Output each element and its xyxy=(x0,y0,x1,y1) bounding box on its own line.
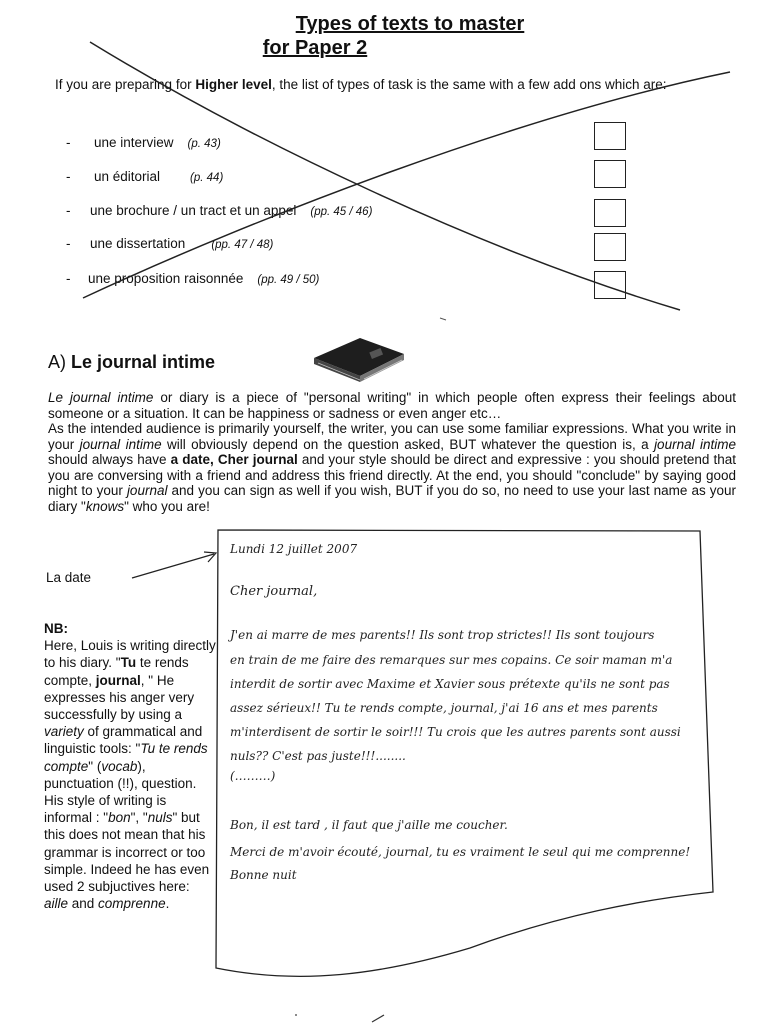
letter-line: en train de me faire des remarques sur mes copains. Ce soir maman m'a xyxy=(230,653,673,667)
intro-bold: Higher level xyxy=(195,77,272,92)
nb-text: of grammatical and linguistic tools: " xyxy=(44,724,203,757)
nb-text: and xyxy=(68,896,99,912)
letter-signoff: Bonne nuit xyxy=(230,868,297,882)
letter-line: nuls?? C'est pas juste!!!........ xyxy=(230,749,406,763)
page-title: Types of texts to master xyxy=(295,13,525,35)
task-page: (pp. 49 / 50) xyxy=(257,274,320,286)
task-bullet: - xyxy=(66,169,71,184)
nb-text: Here, Louis is writing directly to his diary. " xyxy=(44,638,216,671)
nb-text: te rends compte, xyxy=(44,655,189,688)
nb-bold: journal xyxy=(95,672,141,688)
body-bold: Cher journal xyxy=(217,452,298,467)
task-label: une brochure / un tract et un appel xyxy=(90,203,297,218)
nb-italic: aille xyxy=(44,896,69,912)
task-label: une interview xyxy=(94,135,174,150)
body-text: or diary is a piece of "personal writing" in which people often express their feelings about someone or a situation. It can be happiness or sadness or even anger etc… xyxy=(48,390,736,421)
body-text: and your style should be direct and expressive : you should pretend that you are conversing with a friend and address this friend directly. At the end, you should "conclude" by saying good night to your xyxy=(48,452,736,498)
task-label: un éditorial xyxy=(94,169,161,184)
body-italic: journal intime xyxy=(654,436,736,452)
letter-line: J'en ai marre de mes parents!! Ils sont trop strictes!! Ils sont toujours xyxy=(230,628,655,642)
nb-italic: comprenne xyxy=(98,896,166,912)
nb-text: ), punctuation (!!), question. His style of writing is informal : " xyxy=(44,758,197,826)
body-italic: journal xyxy=(126,483,168,498)
task-label: une proposition raisonnée xyxy=(88,271,244,286)
task-bullet: - xyxy=(66,236,71,251)
body-italic: knows xyxy=(85,498,125,514)
letter-line: (………) xyxy=(230,769,276,783)
nb-text: , " He expresses his anger very successfully by using a xyxy=(44,672,195,723)
nb-italic: bon xyxy=(108,810,131,826)
task-page: (pp. 45 / 46) xyxy=(310,206,373,218)
task-page: (pp. 47 / 48) xyxy=(211,239,274,251)
letter-line: assez sérieux!! Tu te rends compte, journal, j'ai 16 ans et mes parents xyxy=(230,701,658,715)
body-bold: , xyxy=(210,452,218,467)
nb-text: . xyxy=(165,896,170,912)
nb-italic: Tu te rends compte xyxy=(44,741,208,774)
body-italic: journal intime xyxy=(79,436,162,452)
letter-line: interdit de sortir avec Maxime et Xavier sous prétexte qu'ils ne sont pas xyxy=(230,677,670,691)
nb-text: " ( xyxy=(88,758,102,774)
page-subtitle: for Paper 2 xyxy=(262,37,368,59)
nb-italic: nuls xyxy=(147,810,173,826)
section-title: Le journal intime xyxy=(71,352,216,372)
task-page: (p. 44) xyxy=(190,172,224,184)
body-italic: Le journal intime xyxy=(48,390,154,405)
nb-heading: NB: xyxy=(44,621,68,636)
letter-line: m'interdisent de sortir le soir!!! Tu crois que les autres parents sont aussi xyxy=(230,725,681,739)
task-label: une dissertation xyxy=(90,236,186,251)
letter-closing: Merci de m'avoir écouté, journal, tu es vraiment le seul qui me comprenne! xyxy=(230,845,691,859)
nb-text: ", " xyxy=(130,810,148,826)
body-text: and you can sign as well if you wish, BUT if you do so, no need to use your last name as your diary " xyxy=(48,483,737,514)
letter-date: Lundi 12 juillet 2007 xyxy=(230,542,358,556)
letter-greeting: Cher journal, xyxy=(230,584,318,599)
body-text: should always have xyxy=(48,452,171,467)
task-bullet: - xyxy=(66,135,71,150)
letter-closing: Bon, il est tard , il faut que j'aille me coucher. xyxy=(230,818,508,832)
task-page: (p. 43) xyxy=(187,138,221,150)
intro-text-1: If you are preparing for xyxy=(55,77,196,92)
task-bullet: - xyxy=(66,271,71,286)
body-text: " who you are! xyxy=(124,498,210,514)
body-bold: a date xyxy=(170,452,210,467)
task-bullet: - xyxy=(66,203,71,218)
date-annotation: La date xyxy=(46,570,92,585)
nb-italic: variety xyxy=(44,724,84,740)
nb-text: " but this does not mean that his grammar is incorrect or too simple. Indeed he has even used 2 subjuctives here: xyxy=(44,810,210,895)
body-text: will obviously depend on the question asked, BUT whatever the question is, a xyxy=(161,436,655,452)
scan-marks xyxy=(280,1005,400,1024)
intro-text-2: , the list of types of task is the same with a few add ons which are: xyxy=(271,77,667,92)
body-text: As the intended audience is primarily yourself, the writer, you can use some familiar expressions. What you write in your xyxy=(48,421,736,452)
nb-italic: vocab xyxy=(101,758,138,774)
nb-bold: Tu xyxy=(120,655,137,671)
section-label: A) xyxy=(48,352,66,372)
